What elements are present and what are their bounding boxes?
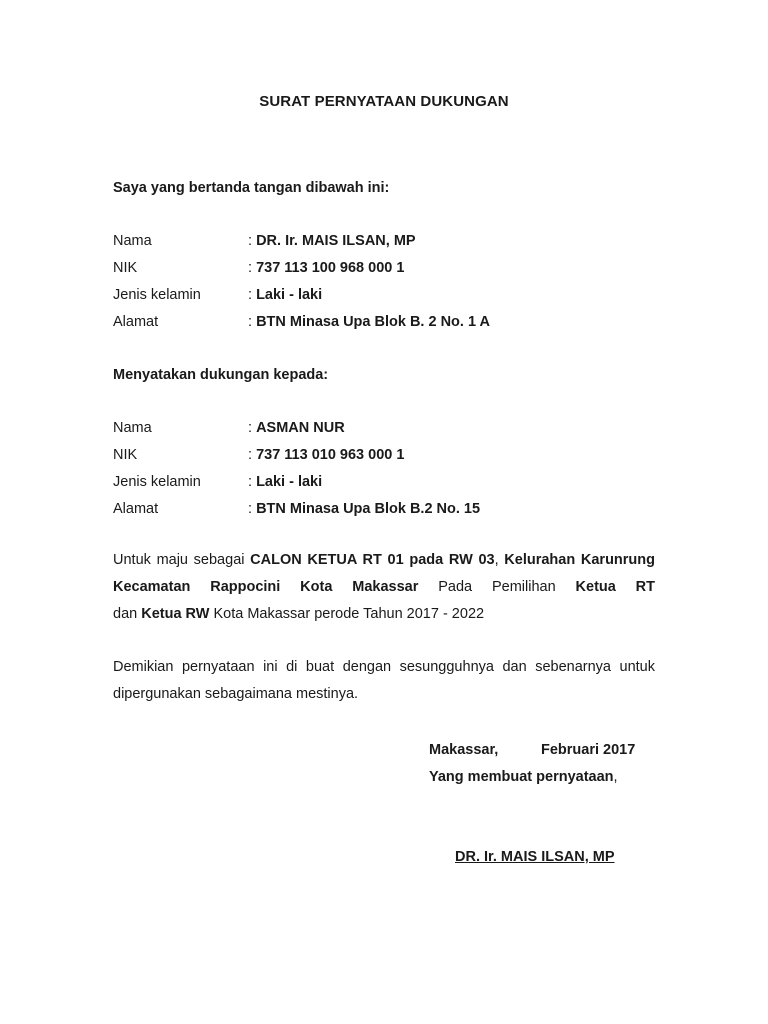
purpose-text-2: , [494,552,505,568]
colon: : [248,260,257,276]
purpose-text-4: dan [113,606,142,622]
purpose-line-3 [113,601,655,628]
candidate-nik-value: 737 113 010 963 000 1 [256,447,405,463]
signature-maker: Yang membuat pernyataan [429,769,614,785]
closing-line-2: dipergunakan sebagaimana mestinya. [113,686,359,702]
closing-line-1: Demikian pernyataan ini di buat dengan sesungguhnya dan sebenarnya untuk [113,659,655,675]
candidate-address-label: Alamat [113,501,159,517]
colon: : [248,287,257,303]
signer-nik-value: 737 113 100 968 000 1 [256,260,405,276]
candidate-nik-label: NIK [113,447,138,463]
colon: : [248,314,257,330]
document-title: SURAT PERNYATAAN DUKUNGAN [259,93,509,110]
signature-maker-line [429,768,618,786]
purpose-position: CALON KETUA RT 01 pada RW 03 [250,552,495,568]
candidate-name-label: Nama [113,420,152,436]
colon: : [248,474,257,490]
purpose-text-3: Pada Pemilihan [418,579,576,595]
signature-date: Februari 2017 [541,742,636,758]
purpose-text-1: Untuk maju sebagai [113,552,251,568]
signer-address-value: BTN Minasa Upa Blok B. 2 No. 1 A [256,314,490,330]
signer-nik-label: NIK [113,260,138,276]
signer-name-value: DR. Ir. MAIS ILSAN, MP [256,233,416,249]
purpose-ketua-rt: Ketua RT [575,579,656,595]
closing-paragraph [113,654,655,708]
candidate-gender-label: Jenis kelamin [113,474,201,490]
colon: : [248,447,257,463]
colon: : [248,420,257,436]
support-heading: Menyatakan dukungan kepada: [113,367,329,383]
candidate-gender-value: Laki - laki [256,474,323,490]
signer-gender-row [113,286,322,304]
signature-city: Makassar, [429,742,499,758]
signer-gender-value: Laki - laki [256,287,323,303]
signer-nik-row [113,259,404,277]
candidate-name-row [113,419,345,437]
signer-address-row [113,313,490,331]
candidate-address-row [113,500,480,518]
candidate-address-value: BTN Minasa Upa Blok B.2 No. 15 [256,501,481,517]
purpose-ketua-rw: Ketua RW [141,606,210,622]
signer-gender-label: Jenis kelamin [113,287,201,303]
colon: : [248,501,257,517]
signer-name-row [113,232,416,250]
candidate-gender-row [113,473,322,491]
signer-address-label: Alamat [113,314,159,330]
intro-text: Saya yang bertanda tangan dibawah ini: [113,180,390,196]
colon: : [248,233,257,249]
candidate-nik-row [113,446,404,464]
signer-name-label: Nama [113,233,152,249]
purpose-paragraph [113,547,655,628]
purpose-text-5: Kota Makassar perode Tahun 2017 - 2022 [209,606,485,622]
candidate-name-value: ASMAN NUR [256,420,345,436]
signature-name: DR. Ir. MAIS ILSAN, MP [455,849,615,865]
signature-comma: , [613,769,618,785]
purpose-location: Kelurahan Karunrung Kecamatan Rappocini Kota Makassar [113,552,655,595]
purpose-line-1 [113,547,655,601]
